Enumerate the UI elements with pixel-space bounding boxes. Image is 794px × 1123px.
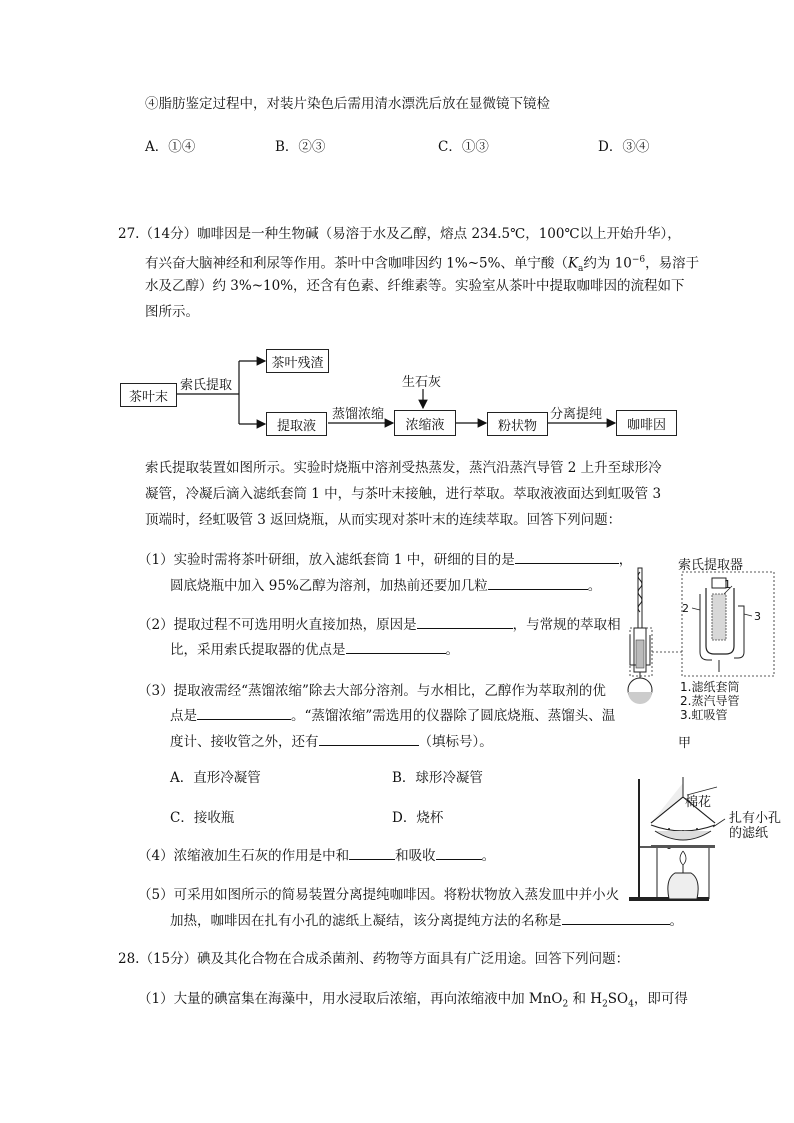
figure-soxhlet <box>620 550 790 750</box>
q26-option-c[interactable]: C．①③ <box>438 139 489 155</box>
arrow-label-evaporate: 蒸馏浓缩 <box>332 407 385 422</box>
q27-s3-option-a[interactable]: A．直形冷凝管 <box>170 770 261 786</box>
answer-blank-6[interactable] <box>319 731 419 746</box>
q27-s3-option-c[interactable]: C．接收瓶 <box>170 810 235 826</box>
flow-box-concentrate: 浓缩液 <box>394 410 456 436</box>
q28-l2b: 和 H <box>568 991 603 1007</box>
figure-sublimation <box>625 775 790 905</box>
q27-sub4-text-c: 。 <box>481 848 496 864</box>
q27-sub1-line2 <box>170 573 601 599</box>
q27-sub2-end2: 。 <box>445 642 459 658</box>
soxhlet-caption: 甲 <box>678 736 692 751</box>
q27-sub2-line2 <box>170 637 459 663</box>
q27-sub4-text-a: （4）浓缩液加生石灰的作用是中和 <box>138 848 350 864</box>
answer-blank-3[interactable] <box>417 614 513 629</box>
soxhlet-title: 索氏提取器 <box>678 558 744 573</box>
arrow-label-soxhlet: 索氏提取 <box>180 378 233 393</box>
q27-sub3-line1: （3）提取液需经“蒸馏浓缩”除去大部分溶剂。与水相比，乙醇作为萃取剂的优 <box>138 683 606 699</box>
q27-s3-option-b[interactable]: B．球形冷凝管 <box>392 770 483 786</box>
q27-sub4-text-b: 和吸收 <box>395 848 436 864</box>
q27-sub2-end1: ，与常规的萃取相 <box>512 617 621 633</box>
answer-blank-4[interactable] <box>346 639 446 654</box>
q27-sub5-line1: （5）可采用如图所示的简易装置分离提纯咖啡因。将粉状物放入蒸发皿中并小火 <box>138 887 620 903</box>
soxhlet-legend-3: 3.虹吸管 <box>680 708 728 722</box>
q27-sub3-text3a: 度计、接收管之外，还有 <box>170 734 319 750</box>
flow-box-caffeine: 咖啡因 <box>616 410 677 436</box>
answer-blank-2[interactable] <box>488 575 588 590</box>
q27-sub5-line2 <box>170 908 683 934</box>
q28-sub3: 4 <box>628 999 634 1010</box>
q28-l2a: （1）大量的碘富集在海藻中，用水浸取后浓缩，再向浓缩液中加 MnO <box>138 991 563 1007</box>
q27-para-line1: 索氏提取装置如图所示。实验时烧瓶中溶剂受热蒸发，蒸汽沿蒸汽导管 2 上升至球形冷 <box>145 460 662 476</box>
soxhlet-label-1: 1 <box>724 578 731 591</box>
q27-intro-l2b: 约为 10 <box>583 255 632 272</box>
q27-sub1-text1: （1）实验时需将茶叶研细，放入滤纸套筒 1 中，研细的目的是 <box>138 552 515 568</box>
q27-sub5-text2: 加热，咖啡因在扎有小孔的滤纸上凝结，该分离提纯方法的名称是 <box>170 913 562 929</box>
q28-sub1: 2 <box>562 999 569 1010</box>
answer-blank-7[interactable] <box>349 845 395 860</box>
q26-option-a[interactable]: A．①④ <box>145 139 196 155</box>
answer-blank-1[interactable] <box>515 549 619 564</box>
flow-diagram <box>0 0 794 440</box>
answer-blank-9[interactable] <box>562 910 670 925</box>
q27-sub2-line1 <box>138 612 621 638</box>
q28-line2 <box>138 986 688 1018</box>
q26-item4: ④脂肪鉴定过程中，对装片染色后需用清水漂洗后放在显微镜下镜检 <box>145 96 550 112</box>
arrow-label-lime: 生石灰 <box>402 375 442 390</box>
soxhlet-legend-2: 2.蒸汽导管 <box>680 694 740 708</box>
answer-blank-8[interactable] <box>436 845 482 860</box>
exponent: −6 <box>631 255 646 265</box>
ka-sub: a <box>578 264 584 275</box>
q27-sub2-text2: 比，采用索氏提取器的优点是 <box>170 642 346 658</box>
q27-sub2-text1: （2）提取过程不可选用明火直接加热，原因是 <box>138 617 417 633</box>
q27-intro-line1: 27.（14分）咖啡因是一种生物碱（易溶于水及乙醇，熔点 234.5℃，100℃以上开始升华）， <box>118 226 681 242</box>
q27-para-line2: 凝管，冷凝后滴入滤纸套筒 1 中，与茶叶末接触，进行萃取。萃取液液面达到虹吸管 3 <box>145 486 662 502</box>
q27-intro-line4: 图所示。 <box>145 304 199 320</box>
flow-box-tea-powder: 茶叶末 <box>120 383 177 407</box>
q27-intro-l2a: 有兴奋大脑神经和利尿等作用。茶叶中含咖啡因约 1%~5%、单宁酸（ <box>145 255 568 272</box>
q27-intro-l2c: ，易溶于 <box>645 255 700 272</box>
ka-symbol: K <box>567 255 579 272</box>
q27-sub3-text2b: 。“蒸馏浓缩”需选用的仪器除了圆底烧瓶、蒸馏头、温 <box>291 708 616 724</box>
q27-s3-option-d[interactable]: D．烧杯 <box>392 810 444 826</box>
q27-sub1-line1 <box>138 547 632 573</box>
soxhlet-label-3: 3 <box>754 610 761 623</box>
q27-sub1-end2: 。 <box>587 578 602 594</box>
q27-sub3-text3b: （填标号）。 <box>418 734 493 750</box>
q27-para-line3: 顶端时，经虹吸管 3 返回烧瓶，从而实现对茶叶末的连续萃取。回答下列问题： <box>145 512 622 528</box>
q27-sub3-line3 <box>170 729 493 755</box>
label-cotton: 棉花 <box>685 795 712 810</box>
q28-line1: 28.（15分）碘及其化合物在合成杀菌剂、药物等方面具有广泛用途。回答下列问题： <box>118 951 630 967</box>
q26-option-d[interactable]: D．③④ <box>598 139 650 155</box>
flow-arrows <box>0 0 794 440</box>
q27-sub3-line2 <box>170 703 615 729</box>
q28-l2c: SO <box>607 991 629 1007</box>
q28-sub2: 2 <box>602 999 608 1010</box>
q27-sub1-end1: ， <box>618 552 633 568</box>
q27-sub3-text2a: 点是 <box>170 708 197 724</box>
soxhlet-label-2: 2 <box>682 602 689 615</box>
flow-box-powder: 粉状物 <box>487 412 548 436</box>
flow-box-residue: 茶叶残渣 <box>266 349 329 373</box>
q26-option-b[interactable]: B．②③ <box>275 139 326 155</box>
q27-sub1-text2: 圆底烧瓶中加入 95%乙醇为溶剂，加热前还要加几粒 <box>170 578 488 594</box>
q27-sub4 <box>138 843 495 869</box>
label-filter-paper-1: 扎有小孔 <box>729 811 782 826</box>
soxhlet-legend-1: 1.滤纸套筒 <box>680 680 740 694</box>
q27-sub5-end2: 。 <box>669 913 683 929</box>
arrow-label-purify: 分离提纯 <box>550 407 603 422</box>
label-filter-paper-2: 的滤纸 <box>729 826 769 841</box>
flow-box-extract: 提取液 <box>266 412 327 436</box>
q28-l2d: ，即可得 <box>633 991 688 1007</box>
answer-blank-5[interactable] <box>197 705 291 720</box>
q27-intro-line3: 水及乙醇）约 3%~10%，还含有色素、纤维素等。实验室从茶叶中提取咖啡因的流程如下 <box>145 278 685 294</box>
